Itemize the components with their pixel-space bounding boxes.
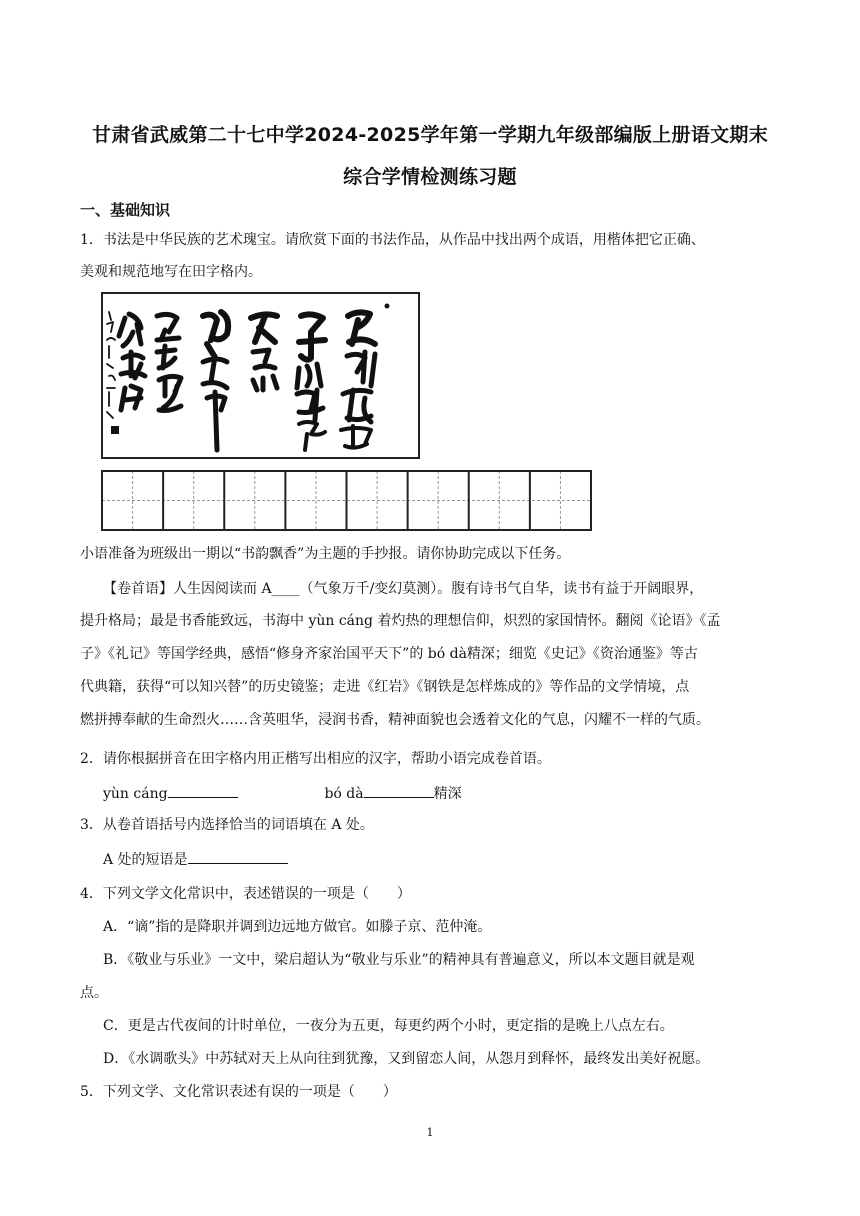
question-4: 4．下列文学文化常识中，表述错误的一项是（ ） — [80, 886, 411, 902]
question-4-option-b-line-1[interactable]: B．《敬业与乐业》一文中，梁启超认为“敬业与乐业”的精神具有普遍意义，所以本文题目就是观 — [103, 952, 695, 968]
question-4-option-d[interactable]: D．《水调歌头》中苏轼对天上从向往到犹豫，又到留恋人间，从怨月到释怀，最终发出美好祝愿。 — [103, 1051, 710, 1067]
suffix-jingshen: 精深 — [433, 786, 462, 802]
question-5: 5．下列文学、文化常识表述有误的一项是（ ） — [80, 1084, 397, 1100]
exam-title-line-2: 综合学情检测练习题 — [343, 166, 517, 188]
question-4-option-b-line-2: 点。 — [80, 985, 108, 1001]
preface-line-3: 子》《礼记》等国学经典，感悟“修身齐家治国平天下”的 bó dà精深；细览《史记》《资治通鉴》等古 — [80, 646, 698, 662]
pinyin-yuncang: yùn cáng — [103, 786, 168, 802]
preface-line-2: 提升格局；最是书香能致远，书海中 yùn cáng 着灼热的理想信仰，炽烈的家国情怀。翻阅《论语》《孟 — [80, 613, 721, 629]
answer-blank-boda[interactable] — [364, 783, 434, 798]
exam-title-line-1: 甘肃省武威第二十七中学2024-2025学年第一学期九年级部编版上册语文期末 — [91, 124, 769, 146]
section-heading-basics: 一、基础知识 — [80, 201, 171, 219]
answer-blank-a[interactable] — [188, 849, 288, 864]
preface-line-5: 燃拼搏奉献的生命烈火……含英咀华，浸润书香，精神面貌也会透着文化的气息，闪耀不一样的气质。 — [80, 712, 710, 728]
question-1-line-1: 1．书法是中华民族的艺术瑰宝。请欣赏下面的书法作品，从作品中找出两个成语，用楷体把它正确、 — [80, 232, 705, 248]
task-intro: 小语准备为班级出一期以“书韵飘香”为主题的手抄报。请你协助完成以下任务。 — [80, 546, 571, 562]
question-1-line-2: 美观和规范地写在田字格内。 — [80, 264, 262, 280]
page-number: 1 — [426, 1126, 434, 1139]
question-2: 2．请你根据拼音在田字格内用正楷写出相应的汉字，帮助小语完成卷首语。 — [80, 751, 551, 767]
question-3-answer-row — [103, 849, 288, 869]
question-3-answer-label: A 处的短语是 — [103, 852, 188, 868]
answer-blank-yuncang[interactable] — [168, 783, 238, 798]
preface-line-4: 代典籍，获得“可以知兴替”的历史镜鉴；走进《红岩》《钢铁是怎样炼成的》等作品的文学情境，点 — [80, 679, 690, 695]
calligraphy-artwork — [101, 292, 420, 459]
preface-line-1: 【卷首语】人生因阅读而 A____（气象万千/变幻莫测）。腹有诗书气自华，读书有益于开阔眼界， — [103, 581, 704, 597]
question-3: 3．从卷首语括号内选择恰当的词语填在 A 处。 — [80, 817, 374, 833]
pinyin-boda: bó dà — [324, 786, 364, 802]
question-4-option-a[interactable]: A．“谪”指的是降职并调到边远地方做官。如滕子京、范仲淹。 — [103, 919, 492, 935]
question-4-option-c[interactable]: C．更是古代夜间的计时单位，一夜分为五更，每更约两个小时，更定指的是晚上八点左右。 — [103, 1018, 674, 1034]
question-2-answer-row — [103, 783, 462, 803]
tianzige-writing-grid[interactable] — [101, 470, 592, 531]
